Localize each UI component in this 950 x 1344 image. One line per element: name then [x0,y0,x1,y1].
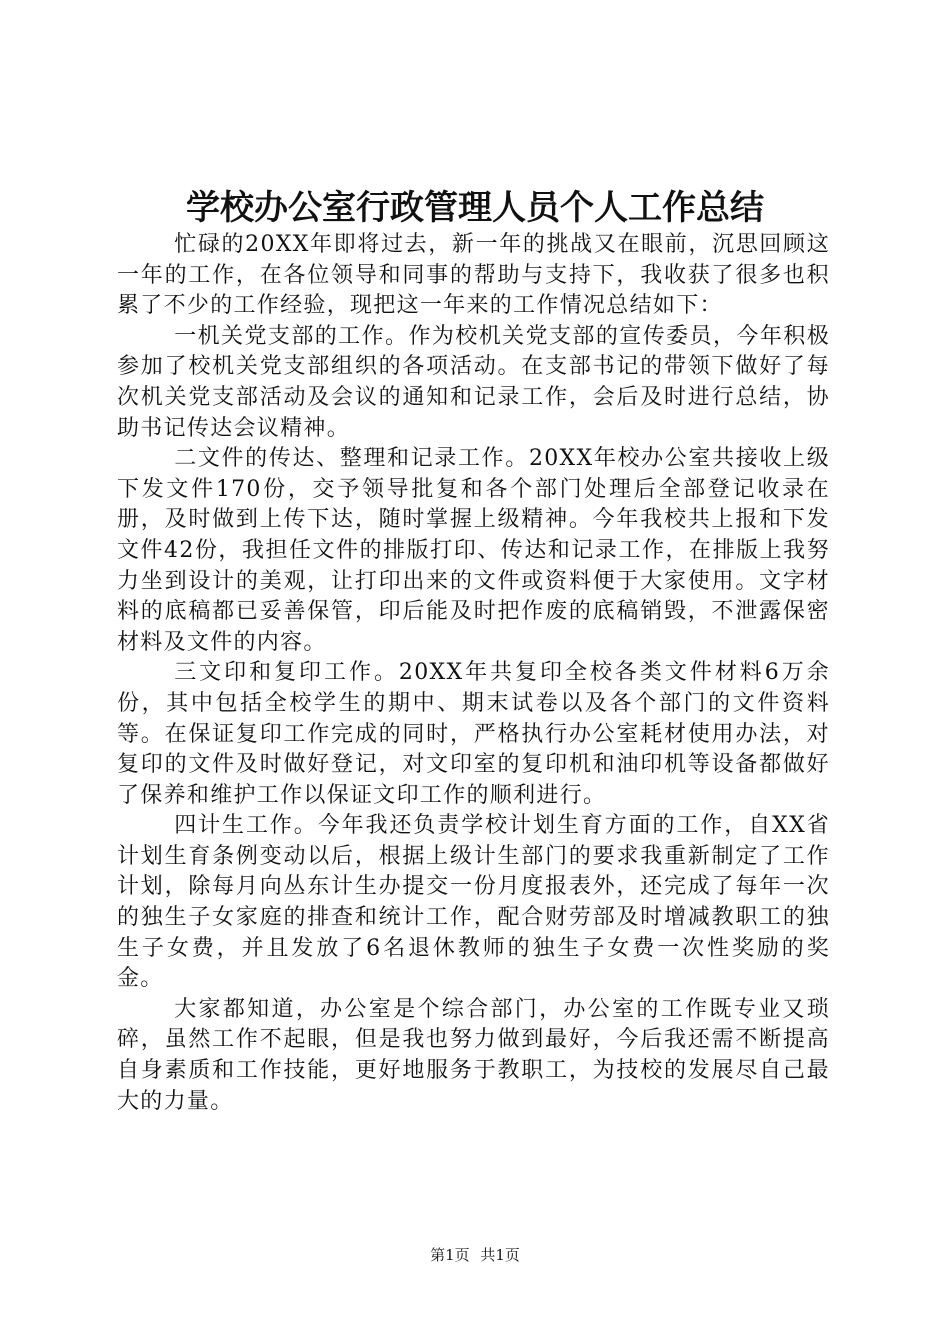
page-total: 共1页 [480,1246,520,1264]
paragraph-party-branch: 一机关党支部的工作。作为校机关党支部的宣传委员，今年积极参加了校机关党支部组织的各项活动。在支部书记的带领下做好了每次机关党支部活动及会议的通知和记录工作，会后及时进行总结，协助书记传达会议精神。 [117,323,830,441]
paragraph-intro: 忙碌的20XX年即将过去，新一年的挑战又在眼前，沉思回顾这一年的工作，在各位领导和同事的帮助与支持下，我收获了很多也积累了不少的工作经验，现把这一年来的工作情况总结如下： [117,232,830,319]
paragraph-documents: 二文件的传达、整理和记录工作。20XX年校办公室共接收上级下发文件170份，交予领导批复和各个部门处理后全部登记收录在册，及时做到上传下达，随时掌握上级精神。今年我校共上报和下发文件42份，我担任文件的排版打印、传达和记录工作，在排版上我努力坐到设计的美观，让打印出来的文件或资料便于大家使用。文字材料的底稿都已妥善保管，印后能及时把作废的底稿销毁，不泄露保密材料及文件的内容。 [117,446,830,655]
document-body [117,230,830,1117]
paragraph-conclusion: 大家都知道，办公室是个综合部门，办公室的工作既专业又琐碎，虽然工作不起眼，但是我也努力做到最好，今后我还需不断提高自身素质和工作技能，更好地服务于教职工，为技校的发展尽自己最大的力量。 [117,996,830,1114]
paragraph-family-planning: 四计生工作。今年我还负责学校计划生育方面的工作，自XX省计划生育条例变动以后，根据上级计生部门的要求我重新制定了工作计划，除每月向丛东计生办提交一份月度报表外，还完成了每年一次的独生子女家庭的排查和统计工作，配合财劳部及时增减教职工的独生子女费，并且发放了6名退休教师的独生子女费一次性奖励的奖金。 [117,813,830,992]
document-title: 学校办公室行政管理人员个人工作总结 [186,188,764,228]
page-footer [0,1244,950,1266]
paragraph-printing: 三文印和复印工作。20XX年共复印全校各类文件材料6万余份，其中包括全校学生的期中、期末试卷以及各个部门的文件资料等。在保证复印工作完成的同时，严格执行办公室耗材使用办法，对复印的文件及时做好登记，对文印室的复印机和油印机等设备都做好了保养和维护工作以保证文印工作的顺利进行。 [117,660,830,808]
page-number: 第1页 [430,1246,470,1264]
